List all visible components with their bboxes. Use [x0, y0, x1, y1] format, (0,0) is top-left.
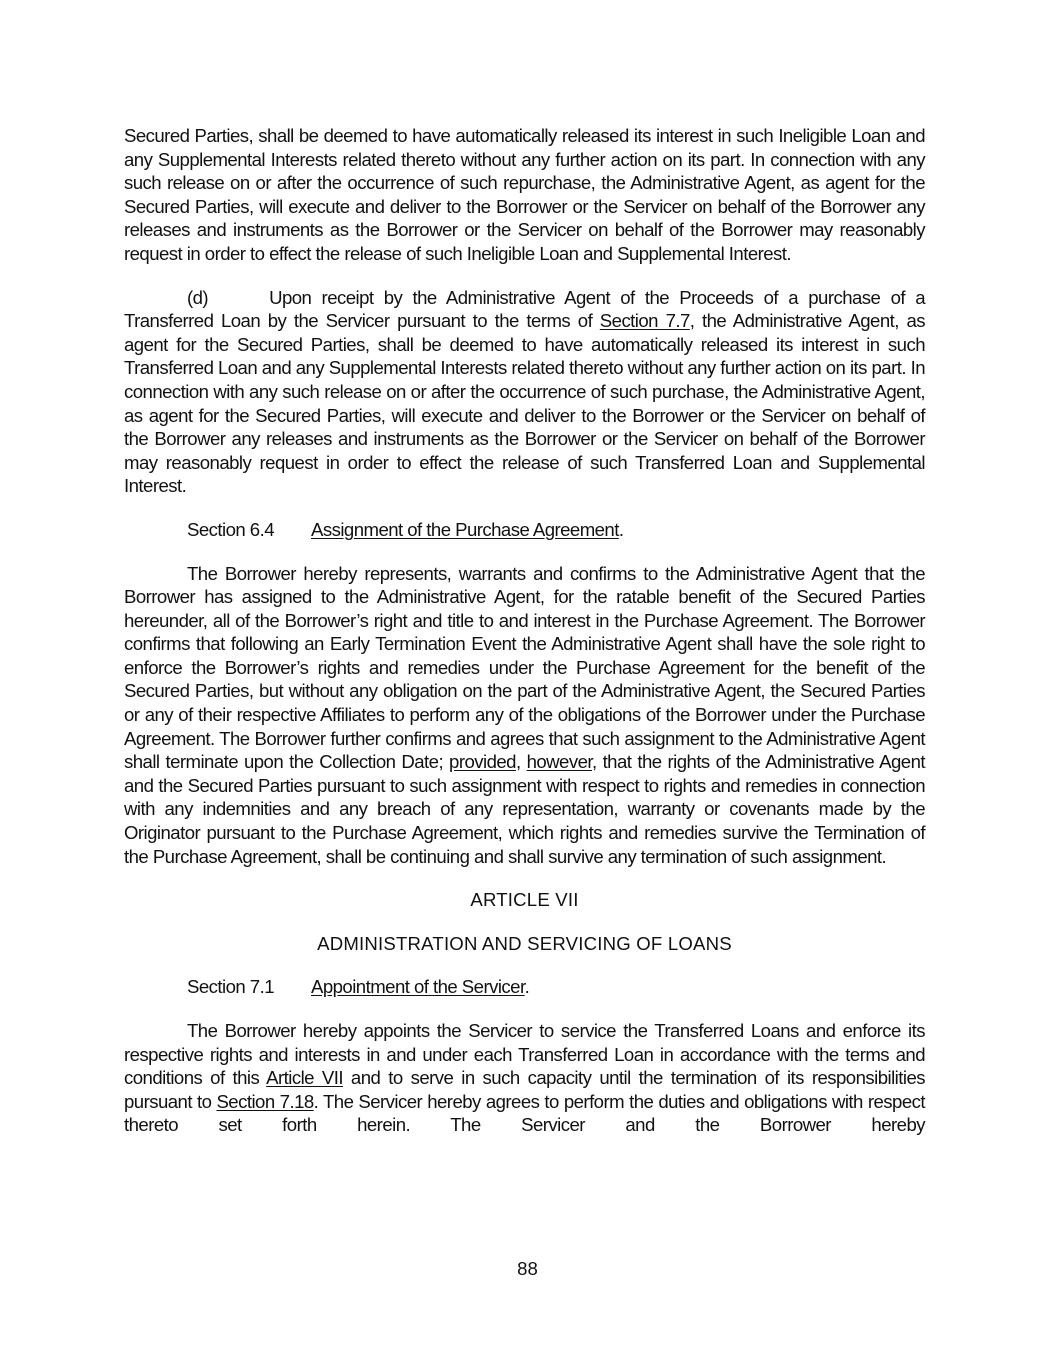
- section-title: Appointment of the Servicer: [311, 976, 525, 998]
- paragraph-text: . The Servicer hereby agrees to perform the duties and obligations with respect thereto set forth herein. The Servicer and the Borrower hereby: [124, 1090, 925, 1136]
- paragraph-text: Upon receipt by the Administrative Agent of the Proceeds of a purchase of a Transferred Loan by the Servicer pursuant to the terms of: [124, 286, 925, 332]
- article-heading: ARTICLE VII: [470, 889, 579, 911]
- section-title: Assignment of the Purchase Agreement: [311, 518, 619, 540]
- section-7-18-link[interactable]: Section 7.18: [216, 1090, 314, 1112]
- section-title-period: .: [618, 518, 624, 540]
- section-7-1-heading: [124, 975, 925, 999]
- clause-label: (d): [187, 286, 209, 308]
- paragraph-text: The Borrower hereby represents, warrants and confirms to the Administrative Agent that the Borrower has assigned to the Administrative Agent, for the ratable benefit of the Secured Parties hereunder, all of the Borrower’s right and title to and interest in the Purchase Agreement. The Borrower confirms that following an Early Termination Event the Administrative Agent shall have the sole right to enforce the Borrower’s rights and remedies under the Purchase Agreement for the benefit of the Secured Parties, but without any obligation on the part of the Administrative Agent, the Secured Parties or any of their respective Affiliates to perform any of the obligations of the Borrower under the Purchase Agreement. The Borrower further confirms and agrees that such assignment to the Administrative Agent shall terminate upon the Collection Date;: [124, 562, 925, 773]
- paragraph-text: The Borrower hereby appoints the Servicer to service the Transferred Loans and enforce its respective rights and interests in and under each Transferred Loan in accordance with the terms and conditions of this: [124, 1020, 925, 1089]
- article-vii-link[interactable]: Article VII: [266, 1067, 343, 1089]
- section-7-1-body: [124, 1019, 925, 1137]
- paragraph-text: Secured Parties, shall be deemed to have automatically released its interest in such Ineligible Loan and any Supplemental Interests related thereto without any further action on its part. In connection with any such release on or after the occurrence of such repurchase, the Administrative Agent, as agent for the Secured Parties, will execute and deliver to the Borrower or the Servicer on behalf of the Borrower any releases and instruments as the Borrower or the Servicer on behalf of the Borrower may reasonably request in order to effect the release of such Ineligible Loan and Supplemental Interest.: [124, 125, 925, 264]
- section-6-4-heading: [124, 518, 925, 542]
- page-number: 88: [517, 1258, 538, 1279]
- article-title: ADMINISTRATION AND SERVICING OF LOANS: [317, 932, 732, 954]
- section-7-7-link[interactable]: Section 7.7: [599, 310, 690, 332]
- section-number: Section 7.1: [187, 976, 274, 998]
- paragraph-text: , the Administrative Agent, as agent for the Secured Parties, shall be deemed to have automatically released its interest in such Transferred Loan and any Supplemental Interests related thereto without any further action on its part. In connection with any such release on or after the occurrence of such purchase, the Administrative Agent, as agent for the Secured Parties, will execute and deliver to the Borrower or the Servicer on behalf of the Borrower any releases and instruments as the Borrower or the Servicer on behalf of the Borrower may reasonably request in order to effect the release of such Transferred Loan and Supplemental Interest.: [124, 310, 926, 497]
- document-page: [124, 124, 925, 1137]
- paragraph-release-ineligible-loan: [124, 124, 925, 266]
- however-term: however: [526, 751, 592, 773]
- paragraph-text: and to serve in such capacity until the termination of its responsibilities pursuant to: [124, 1067, 925, 1112]
- section-title-period: .: [524, 976, 530, 998]
- section-number: Section 6.4: [187, 518, 274, 540]
- section-6-4-body: [124, 562, 925, 869]
- paragraph-text: , that the rights of the Administrative Agent and the Secured Parties pursuant to such assignment with respect to rights and remedies in connection with any indemnities and any breach of any representation, warranty or covenants made by the Originator pursuant to the Purchase Agreement, which rights and remedies survive the Termination of the Purchase Agreement, shall be continuing and shall survive any termination of such assignment.: [124, 751, 925, 867]
- paragraph-d: [124, 286, 925, 498]
- punctuation: ,: [515, 751, 527, 773]
- provided-term: provided: [449, 751, 516, 773]
